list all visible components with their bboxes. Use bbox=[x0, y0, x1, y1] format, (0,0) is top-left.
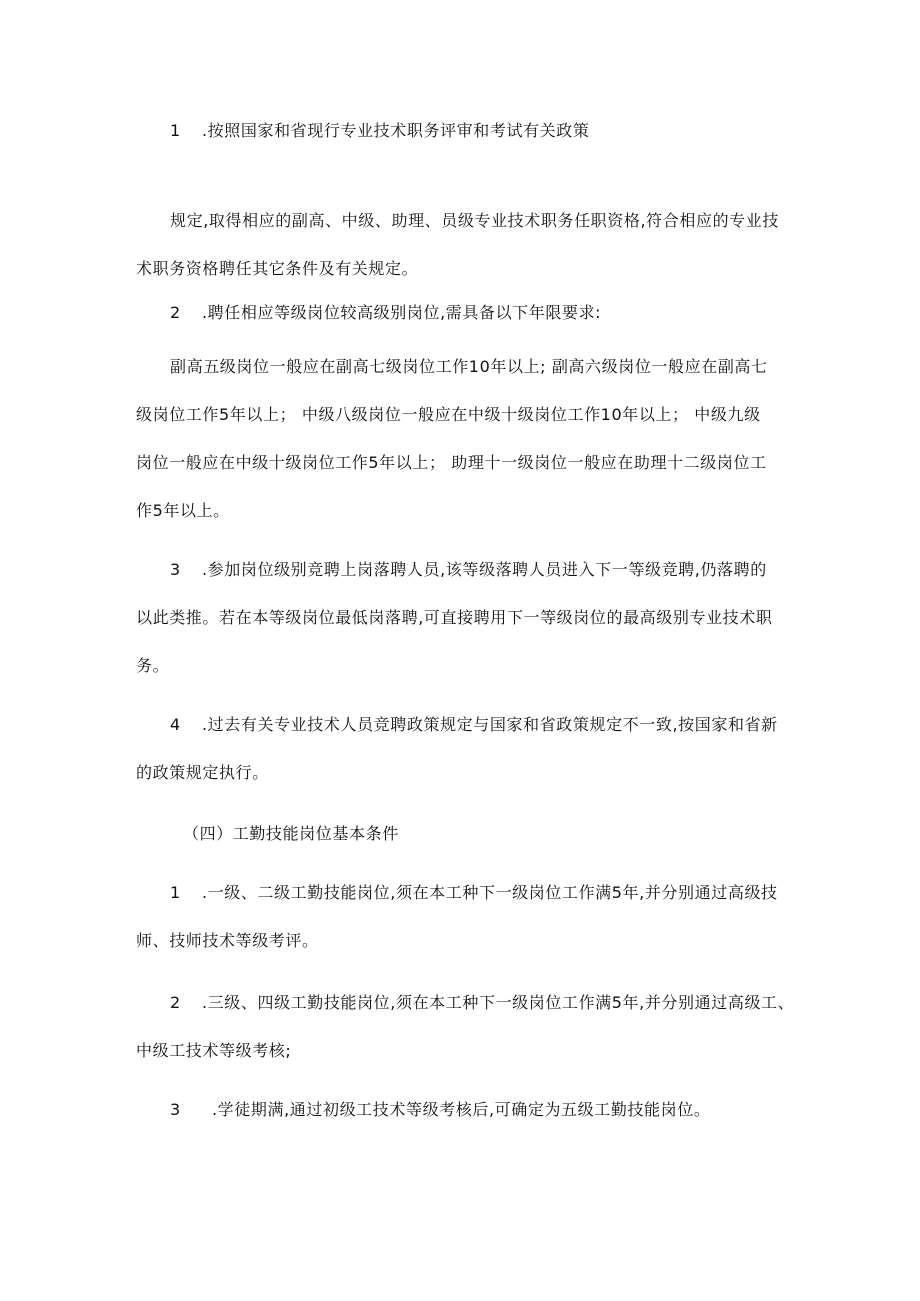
skill-item-3-line-1 bbox=[170, 1099, 830, 1121]
skill-item-2-line-2: 中级工技术等级考核; bbox=[136, 1041, 292, 1060]
paragraph-3-line-3: 务。 bbox=[136, 656, 170, 675]
paragraph-2-line-2: 级岗位工作5年以上； 中级八级岗位一般应在中级十级岗位工作10年以上； 中级九级 bbox=[136, 405, 761, 424]
skill-item-2-line-1 bbox=[170, 992, 830, 1014]
item-text: .学徒期满,通过初级工技术等级考核后,可确定为五级工勤技能岗位。 bbox=[212, 1100, 711, 1119]
item-number: 3 bbox=[170, 560, 181, 579]
item-text: .过去有关专业技术人员竞聘政策规定与国家和省政策规定不一致,按国家和省新 bbox=[202, 715, 778, 734]
item-number: 1 bbox=[170, 121, 181, 140]
section-heading: （四）工勤技能岗位基本条件 bbox=[183, 824, 399, 843]
paragraph-2-line-4: 作5年以上。 bbox=[136, 501, 230, 520]
paragraph-2-heading bbox=[170, 302, 830, 324]
item-text: .参加岗位级别竞聘上岗落聘人员,该等级落聘人员进入下一等级竞聘,仍落聘的 bbox=[202, 560, 767, 579]
item-number: 1 bbox=[170, 883, 181, 902]
item-number: 2 bbox=[170, 303, 181, 322]
paragraph-3-line-1 bbox=[170, 559, 830, 581]
item-text: .一级、二级工勤技能岗位,须在本工种下一级岗位工作满5年,并分别通过高级技 bbox=[202, 883, 778, 902]
paragraph-2-line-3: 岗位一般应在中级十级岗位工作5年以上； 助理十一级岗位一般应在助理十二级岗位工 bbox=[136, 453, 767, 472]
item-number: 4 bbox=[170, 715, 181, 734]
skill-item-1-line-2: 师、技师技术等级考评。 bbox=[136, 931, 319, 950]
paragraph-1-line-1: 规定,取得相应的副高、中级、助理、员级专业技术职务任职资格,符合相应的专业技 bbox=[170, 211, 779, 230]
paragraph-2-line-1: 副高五级岗位一般应在副高七级岗位工作10年以上; 副高六级岗位一般应在副高七 bbox=[170, 357, 768, 376]
item-number: 3 bbox=[170, 1100, 181, 1119]
paragraph-4-line-2: 的政策规定执行。 bbox=[136, 763, 269, 782]
item-text: .按照国家和省现行专业技术职务评审和考试有关政策 bbox=[202, 121, 590, 140]
paragraph-1-line-2: 术职务资格聘任其它条件及有关规定。 bbox=[136, 259, 419, 278]
paragraph-4-line-1 bbox=[170, 714, 830, 736]
paragraph-3-line-2: 以此类推。若在本等级岗位最低岗落聘,可直接聘用下一等级岗位的最高级别专业技术职 bbox=[136, 608, 773, 627]
item-text: .三级、四级工勤技能岗位,须在本工种下一级岗位工作满5年,并分别通过高级工、 bbox=[202, 993, 795, 1012]
item-number: 2 bbox=[170, 993, 181, 1012]
skill-item-1-line-1 bbox=[170, 882, 830, 904]
paragraph-1-heading bbox=[170, 120, 830, 142]
item-text: .聘任相应等级岗位较高级别岗位,需具备以下年限要求: bbox=[202, 303, 602, 322]
